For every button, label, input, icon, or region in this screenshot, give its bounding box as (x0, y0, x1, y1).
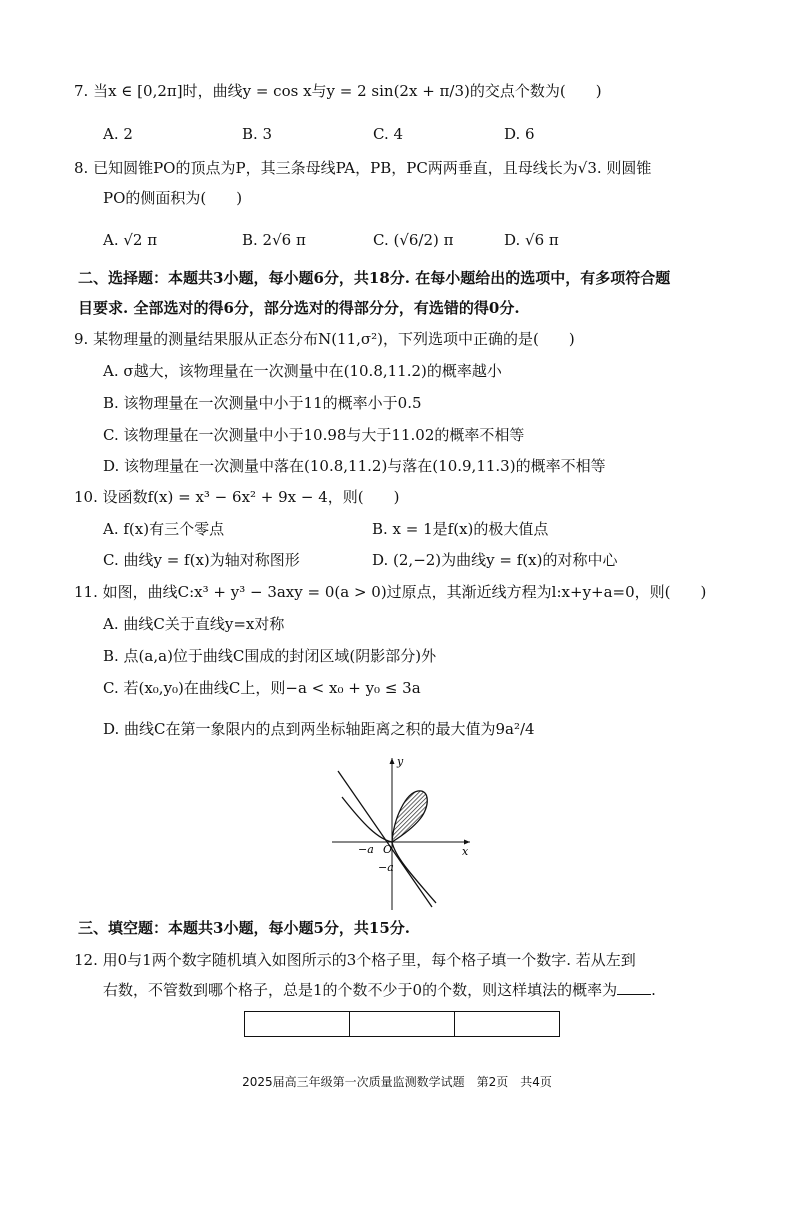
q7-option-a: A. 2 (103, 125, 133, 143)
grid-cell (245, 1012, 350, 1036)
q11-folium-figure (320, 755, 480, 915)
q8-option-c: C. (√6/2) π (373, 231, 454, 249)
q11-stem: 11. 如图，曲线C:x³ + y³ − 3axy = 0(a > 0)过原点，其渐近线方程为l:x+y+a=0，则( ) (74, 583, 707, 601)
q8-option-a: A. √2 π (103, 231, 158, 249)
folium-loop (392, 791, 427, 842)
q7-stem: 7. 当x ∈ [0,2π]时，曲线y = cos x与y = 2 sin(2x + π/3)的交点个数为( ) (74, 82, 602, 100)
q11-option-a: A. 曲线C关于直线y=x对称 (103, 615, 285, 633)
x-axis-label: x (462, 845, 469, 858)
q10-option-c: C. 曲线y = f(x)为轴对称图形 (103, 551, 300, 569)
y-axis-label: y (397, 755, 404, 768)
q7-option-d: D. 6 (504, 125, 535, 143)
q9-option-d: D. 该物理量在一次测量中落在(10.8,11.2)与落在(10.9,11.3)的概率不相等 (103, 457, 606, 475)
three-cell-grid (244, 1011, 560, 1037)
folium-branch-left (342, 797, 392, 842)
q8-option-b: B. 2√6 π (242, 231, 306, 249)
q10-option-a: A. f(x)有三个零点 (103, 520, 225, 538)
neg-a-x-label: −a (358, 843, 374, 856)
answer-blank (617, 980, 651, 995)
q12-stem-end: . (651, 981, 656, 999)
q10-stem: 10. 设函数f(x) = x³ − 6x² + 9x − 4，则( ) (74, 488, 400, 506)
q12-stem-line2 (103, 979, 656, 1001)
q11-option-c: C. 若(x₀,y₀)在曲线C上，则−a < x₀ + y₀ ≤ 3a (103, 679, 421, 697)
q7-option-b: B. 3 (242, 125, 273, 143)
x-axis-arrow (464, 840, 470, 845)
q12-stem-line1: 12. 用0与1两个数字随机填入如图所示的3个格子里，每个格子填一个数字. 若从左到 (74, 951, 636, 969)
folium-branch-right (392, 842, 436, 903)
origin-label: O (383, 843, 393, 856)
q7-option-c: C. 4 (373, 125, 404, 143)
q10-option-b: B. x = 1是f(x)的极大值点 (372, 520, 549, 538)
grid-cell (455, 1012, 559, 1036)
q10-option-d: D. (2,−2)为曲线y = f(x)的对称中心 (372, 551, 618, 569)
q8-option-d: D. √6 π (504, 231, 559, 249)
section2-heading-line1: 二、选择题：本题共3小题，每小题6分，共18分. 在每小题给出的选项中，有多项符合题 (78, 269, 671, 287)
neg-a-y-label: −a (378, 861, 394, 874)
q9-option-c: C. 该物理量在一次测量中小于10.98与大于11.02的概率不相等 (103, 426, 525, 444)
page-footer: 2025届高三年级第一次质量监测数学试题 第2页 共4页 (242, 1075, 552, 1089)
q11-option-b: B. 点(a,a)位于曲线C围成的封闭区域(阴影部分)外 (103, 647, 437, 665)
q11-option-d: D. 曲线C在第一象限内的点到两坐标轴距离之积的最大值为9a²/4 (103, 720, 535, 738)
section2-heading-line2: 目要求. 全部选对的得6分，部分选对的得部分分，有选错的得0分. (78, 299, 520, 317)
q12-stem-text: 右数，不管数到哪个格子，总是1的个数不少于0的个数，则这样填法的概率为 (103, 981, 618, 999)
q9-option-b: B. 该物理量在一次测量中小于11的概率小于0.5 (103, 394, 422, 412)
q9-option-a: A. σ越大，该物理量在一次测量中在(10.8,11.2)的概率越小 (103, 362, 502, 380)
section3-heading: 三、填空题：本题共3小题，每小题5分，共15分. (78, 919, 410, 937)
q9-stem: 9. 某物理量的测量结果服从正态分布N(11,σ²)，下列选项中正确的是( ) (74, 330, 575, 348)
grid-cell (350, 1012, 455, 1036)
q8-stem-line1: 8. 已知圆锥PO的顶点为P，其三条母线PA，PB，PC两两垂直，且母线长为√3. 则圆锥 (74, 159, 652, 177)
q8-stem-line2: PO的侧面积为( ) (103, 189, 243, 207)
y-axis-arrow (390, 758, 395, 764)
